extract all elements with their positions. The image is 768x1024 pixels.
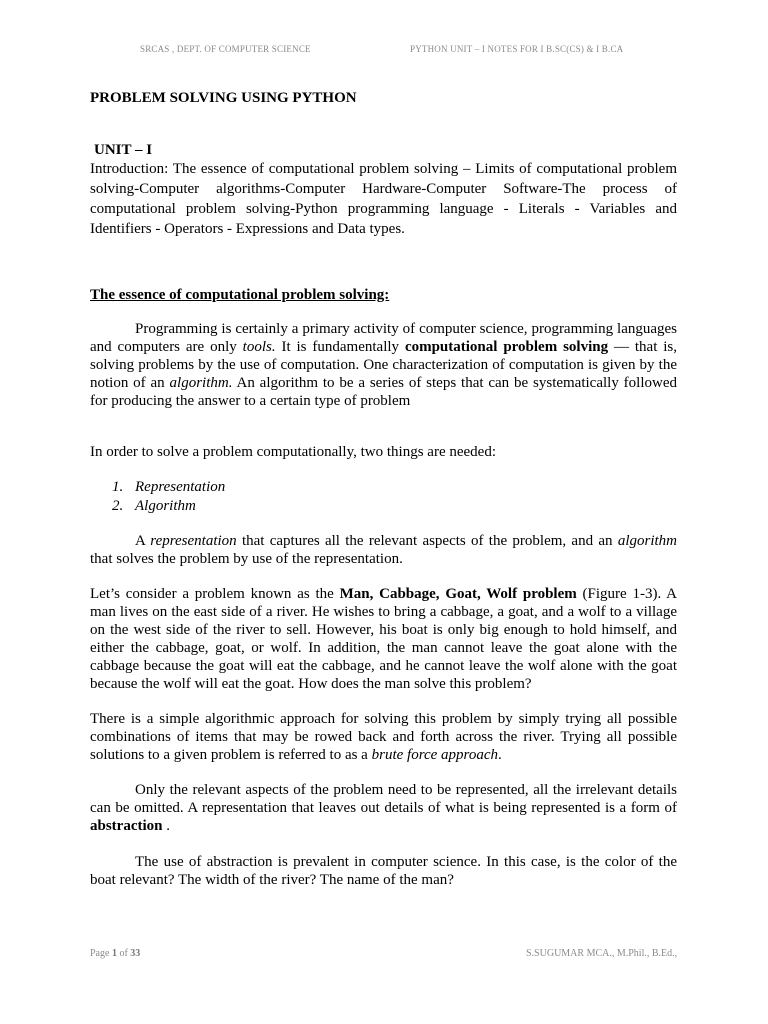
- bold-text: abstraction: [90, 818, 163, 834]
- text-run: Programming is certainly a primary activity of computer science, programming languages and computers are only: [90, 321, 677, 355]
- document-title: PROBLEM SOLVING USING PYTHON: [90, 90, 357, 106]
- list-number: 1.: [112, 479, 124, 495]
- text-run: It is fundamentally: [275, 339, 405, 355]
- text-run: that captures all the relevant aspects of the problem, and an: [236, 533, 618, 549]
- current-page: 1: [111, 948, 117, 959]
- bold-text: computational problem solving: [404, 339, 609, 355]
- emphasis-text: representation: [150, 533, 237, 549]
- paragraph-abstraction: [90, 781, 677, 835]
- header-right: PYTHON UNIT – I NOTES FOR I B.SC(CS) & I B.CA: [410, 44, 624, 54]
- list-item: [90, 478, 225, 497]
- total-pages: 33: [130, 948, 141, 959]
- text-run: Only the relevant aspects of the problem need to be represented, all the irrelevant details can be omitted. A representation that leaves out details of what is being represented is a form of: [90, 782, 677, 816]
- text-run: .: [497, 747, 502, 763]
- emphasis-text: brute force approach: [371, 747, 498, 763]
- emphasis-text: algorithm: [617, 533, 677, 549]
- intro-paragraph: Introduction: The essence of computational problem solving – Limits of computational problem solving-Computer algorithms-Computer Hardware-Computer Software-The process of computational problem solving-Python programming language - Literals - Variables and Identifiers - Operators - Expressions and Data types.: [90, 161, 677, 237]
- header-left: SRCAS , DEPT. OF COMPUTER SCIENCE: [140, 44, 311, 54]
- text-run: A: [135, 533, 151, 549]
- text-run: (Figure 1-3). A man lives on the east side of a river. He wishes to bring a cabbage, a goat, and a wolf to a village on the west side of the river to sell. However, his boat is only big enough to hold himself, and either the cabbage, goat, or wolf. In addition, the man cannot leave the goat alone with the cabbage because the goat will eat the cabbage, and he cannot leave the wolf alone with the goat because the wolf will eat the goat. How does the man solve this problem?: [90, 586, 677, 692]
- list-item-text: Representation: [135, 479, 226, 495]
- list-number: 2.: [112, 498, 124, 514]
- paragraph-abstraction-use: The use of abstraction is prevalent in computer science. In this case, is the color of the boat relevant? The width of the river? The name of the man?: [90, 854, 677, 888]
- page-label: Page: [90, 948, 112, 959]
- text-run: An algorithm to be a series of steps that can be systematically followed for producing the answer to a certain type of problem: [90, 375, 677, 409]
- list-item-text: Algorithm: [135, 498, 196, 514]
- emphasis-text: tools.: [242, 339, 276, 355]
- of-label: of: [116, 948, 131, 959]
- text-run: that solves the problem by use of the representation.: [90, 551, 403, 567]
- paragraph-problem: [90, 585, 677, 693]
- paragraph-brute-force: [90, 710, 677, 764]
- paragraph-representation: [90, 532, 677, 568]
- text-run: There is a simple algorithmic approach for solving this problem by simply trying all possible combinations of items that may be rowed back and forth across the river. Trying all possible solutions to a given problem is referred to as a: [90, 711, 677, 763]
- page-number: [90, 948, 140, 959]
- section-heading: The essence of computational problem solving:: [90, 287, 390, 303]
- footer-author: S.SUGUMAR MCA., M.Phil., B.Ed.,: [526, 948, 678, 959]
- list-item: [90, 497, 225, 516]
- unit-heading: UNIT – I: [94, 142, 153, 158]
- text-run: Let’s consider a problem known as the: [90, 586, 340, 602]
- emphasis-text: algorithm.: [169, 375, 233, 391]
- paragraph-two-things: In order to solve a problem computationally, two things are needed:: [90, 444, 496, 460]
- text-run: .: [162, 818, 170, 834]
- text-run: — that is, solving problems by the use of computation. One characterization of computation is given by the notion of an: [90, 339, 678, 391]
- bold-text: Man, Cabbage, Goat, Wolf problem: [339, 586, 577, 602]
- paragraph-programming: [90, 320, 677, 410]
- needed-list: [90, 478, 225, 516]
